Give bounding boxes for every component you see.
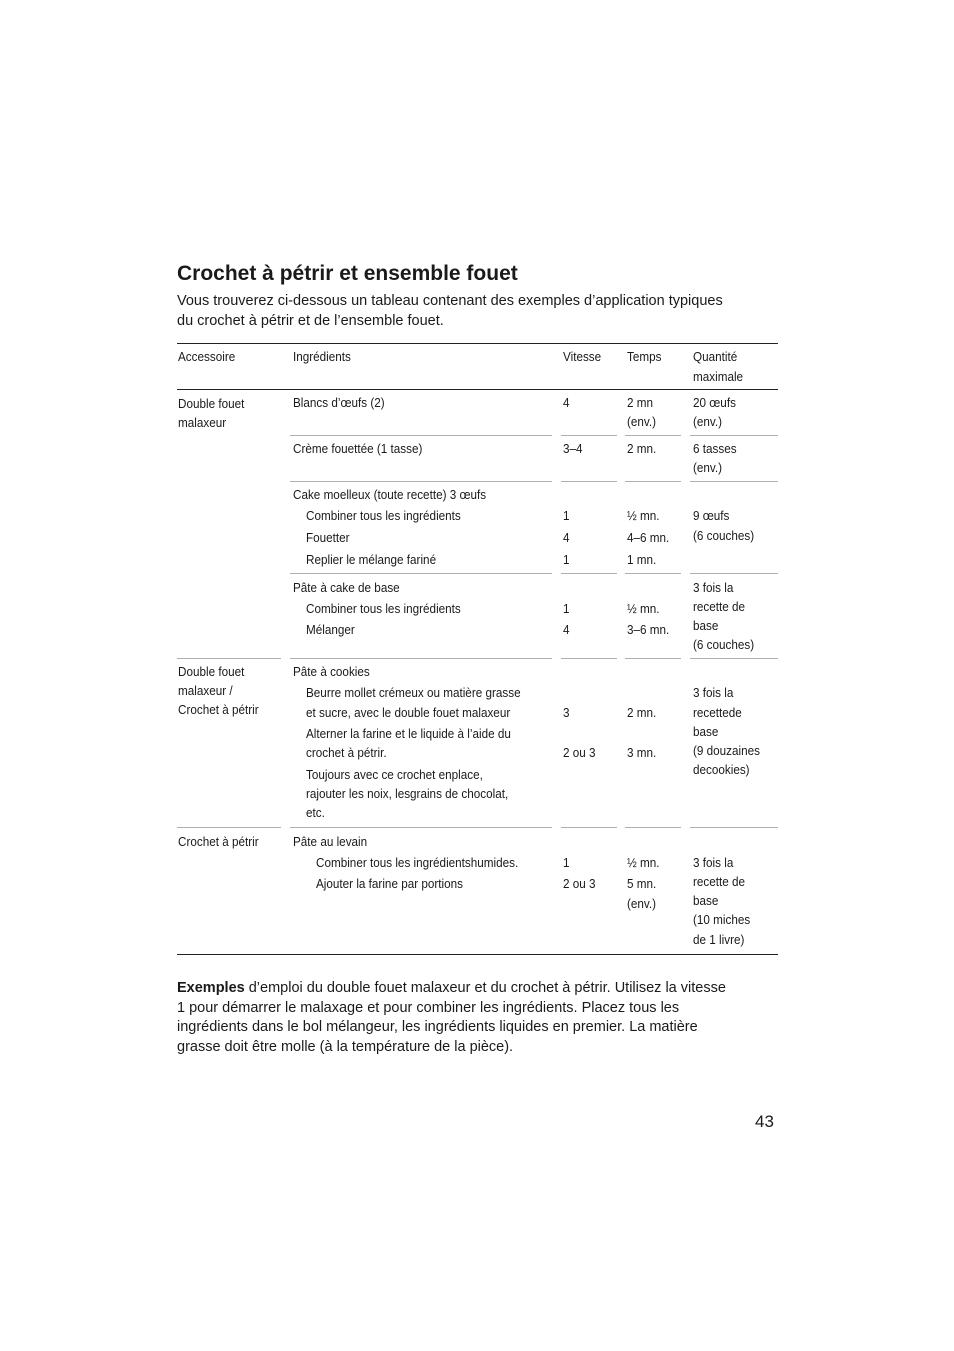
examples-line: ingrédients dans le bol mélangeur, les ingrédients liquides en premier. La matière xyxy=(177,1019,698,1035)
quantite-cell: 3 fois la xyxy=(693,855,734,870)
accessory-cell: Crochet à pétrir xyxy=(178,702,259,717)
header-accessoire: Accessoire xyxy=(178,349,236,364)
ingredient-cell: Combiner tous les ingrédients xyxy=(306,601,461,616)
ingredient-cell: Toujours avec ce crochet enplace, xyxy=(306,767,483,782)
ingredient-cell: Alterner la farine et le liquide à l’aide du xyxy=(306,726,511,741)
temps-cell: 2 mn. xyxy=(627,705,657,720)
row-divider xyxy=(561,658,617,659)
row-divider xyxy=(561,827,617,828)
vitesse-cell: 2 ou 3 xyxy=(563,745,596,760)
vitesse-cell: 1 xyxy=(563,508,570,523)
row-divider xyxy=(561,481,617,482)
examples-line: grasse doit être molle (à la température de la pièce). xyxy=(177,1038,514,1055)
quantite-cell: base xyxy=(693,893,719,908)
ingredient-cell: Ajouter la farine par portions xyxy=(316,876,463,891)
quantite-cell: (env.) xyxy=(693,460,723,475)
header-ingredients: Ingrédients xyxy=(293,349,351,364)
row-divider xyxy=(561,435,617,436)
temps-cell: 4–6 mn. xyxy=(627,530,670,545)
examples-lead: Exemples xyxy=(177,980,245,996)
vitesse-cell: 4 xyxy=(563,530,570,545)
row-divider xyxy=(290,435,552,436)
quantite-cell: (6 couches) xyxy=(693,528,755,543)
row-divider xyxy=(290,658,552,659)
ingredient-cell: Beurre mollet crémeux ou matière grasse xyxy=(306,685,521,700)
ingredient-cell: et sucre, avec le double fouet malaxeur xyxy=(306,705,511,720)
accessory-cell: malaxeur / xyxy=(178,683,233,698)
application-table xyxy=(177,343,778,955)
temps-cell: ½ mn. xyxy=(627,601,660,616)
ingredient-cell: Blancs d’œufs (2) xyxy=(293,395,385,410)
temps-cell: (env.) xyxy=(627,896,657,911)
row-divider xyxy=(561,573,617,574)
quantite-cell: 3 fois la xyxy=(693,580,734,595)
header-quantite: maximale xyxy=(693,368,744,384)
quantite-cell: (10 miches xyxy=(693,912,751,927)
vitesse-cell: 2 ou 3 xyxy=(563,876,596,891)
page-title: Crochet à pétrir et ensemble fouet xyxy=(177,262,518,285)
quantite-cell: recette de xyxy=(693,874,746,889)
intro-line: du crochet à pétrir et de l’ensemble fouet. xyxy=(177,312,444,329)
quantite-cell: (9 douzaines xyxy=(693,743,761,758)
temps-cell: 1 mn. xyxy=(627,552,657,567)
row-divider xyxy=(690,481,778,482)
row-divider xyxy=(690,573,778,574)
header-temps: Temps xyxy=(627,349,662,364)
ingredient-cell: Mélanger xyxy=(306,622,355,637)
quantite-cell: base xyxy=(693,724,719,739)
row-divider xyxy=(177,658,281,659)
vitesse-cell: 3 xyxy=(563,705,570,720)
ingredient-cell: rajouter les noix, lesgrains de chocolat, xyxy=(306,786,509,801)
row-divider xyxy=(177,827,281,828)
table-top-rule xyxy=(177,343,778,344)
temps-cell: (env.) xyxy=(627,414,657,429)
ingredient-cell: Combiner tous les ingrédientshumides. xyxy=(316,855,519,870)
temps-cell: 2 mn. xyxy=(627,441,657,456)
ingredient-cell: Fouetter xyxy=(306,530,350,545)
intro-paragraph xyxy=(177,292,777,331)
quantite-cell: 3 fois la xyxy=(693,685,734,700)
table-header-rule xyxy=(177,389,778,390)
ingredient-cell: Combiner tous les ingrédients xyxy=(306,508,461,523)
ingredient-cell: crochet à pétrir. xyxy=(306,745,387,760)
row-divider xyxy=(290,573,552,574)
vitesse-cell: 4 xyxy=(563,622,570,637)
table-bottom-rule xyxy=(177,954,778,955)
row-divider xyxy=(625,827,681,828)
temps-cell: 3 mn. xyxy=(627,745,657,760)
intro-line: Vous trouverez ci-dessous un tableau contenant des exemples d’application typiques xyxy=(177,293,723,309)
quantite-cell: (6 couches) xyxy=(693,637,755,652)
row-divider xyxy=(290,827,552,828)
temps-cell: 5 mn. xyxy=(627,876,657,891)
quantite-cell: 20 œufs xyxy=(693,395,736,410)
accessory-cell: malaxeur xyxy=(178,415,227,430)
ingredient-cell: Pâte au levain xyxy=(293,834,368,849)
row-divider xyxy=(290,481,552,482)
row-divider xyxy=(625,658,681,659)
vitesse-cell: 1 xyxy=(563,855,570,870)
row-divider xyxy=(625,481,681,482)
temps-cell: 2 mn xyxy=(627,395,654,410)
header-quantite: Quantité xyxy=(693,349,738,364)
accessory-cell: Crochet à pétrir xyxy=(178,834,259,849)
vitesse-cell: 1 xyxy=(563,601,570,616)
temps-cell: 3–6 mn. xyxy=(627,622,670,637)
temps-cell: ½ mn. xyxy=(627,855,660,870)
vitesse-cell: 3–4 xyxy=(563,441,583,456)
ingredient-cell: Cake moelleux (toute recette) 3 œufs xyxy=(293,487,487,502)
quantite-cell: base xyxy=(693,618,719,633)
quantite-cell: 9 œufs xyxy=(693,508,730,523)
accessory-cell: Double fouet xyxy=(178,396,245,411)
examples-paragraph xyxy=(177,979,777,1057)
page-number: 43 xyxy=(755,1112,774,1131)
vitesse-cell: 4 xyxy=(563,395,570,410)
examples-line: 1 pour démarrer le malaxage et pour combiner les ingrédients. Placez tous les xyxy=(177,999,680,1016)
ingredient-cell: Pâte à cake de base xyxy=(293,580,400,595)
quantite-cell: 6 tasses xyxy=(693,441,737,456)
quantite-cell: decookies) xyxy=(693,762,750,777)
examples-line xyxy=(177,979,777,999)
row-divider xyxy=(690,658,778,659)
row-divider xyxy=(690,435,778,436)
quantite-cell: (env.) xyxy=(693,414,723,429)
quantite-cell: recette de xyxy=(693,599,746,614)
ingredient-cell: etc. xyxy=(306,805,325,820)
row-divider xyxy=(625,435,681,436)
temps-cell: ½ mn. xyxy=(627,508,660,523)
header-vitesse: Vitesse xyxy=(563,349,602,364)
row-divider xyxy=(625,573,681,574)
row-divider xyxy=(690,827,778,828)
ingredient-cell: Pâte à cookies xyxy=(293,664,370,679)
vitesse-cell: 1 xyxy=(563,552,570,567)
quantite-cell: recettede xyxy=(693,705,742,720)
ingredient-cell: Crème fouettée (1 tasse) xyxy=(293,441,423,456)
quantite-cell: de 1 livre) xyxy=(693,932,745,947)
examples-text: d’emploi du double fouet malaxeur et du crochet à pétrir. Utilisez la vitesse xyxy=(244,980,726,996)
accessory-cell: Double fouet xyxy=(178,664,245,679)
ingredient-cell: Replier le mélange fariné xyxy=(306,552,437,567)
